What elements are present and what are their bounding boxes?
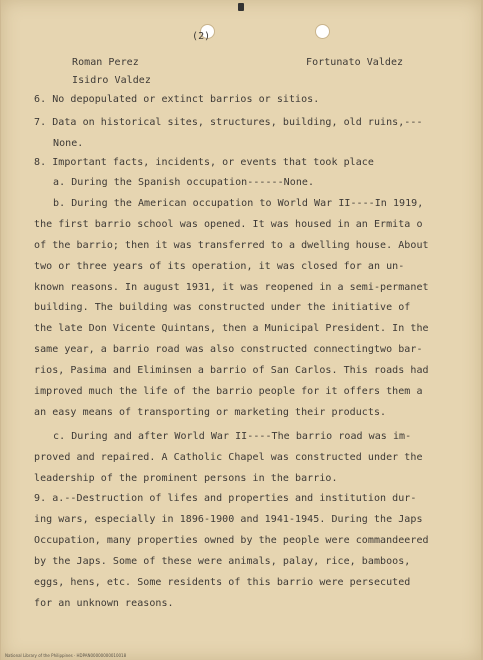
document-page — [1, 0, 481, 660]
item-8b-line-3: of the barrio; then it was transferred to a dwelling house. About — [34, 240, 429, 251]
scan-clip-marker — [238, 3, 244, 11]
item-8a: a. During the Spanish occupation------None. — [53, 177, 315, 188]
page-number: (2) — [192, 31, 211, 42]
name-roman-perez: Roman Perez — [72, 57, 139, 68]
item-8b-line-5: known reasons. In august 1931, it was reopened in a semi-permanet — [34, 282, 429, 293]
item-8c-line-1: c. During and after World War II----The barrio road was im- — [53, 431, 412, 442]
item-8b-line-2: the first barrio school was opened. It was housed in an Ermita o — [34, 219, 423, 230]
item-9a-line-4: by the Japs. Some of these were animals, palay, rice, bamboos, — [34, 556, 411, 567]
item-8b-line-6: building. The building was constructed under the initiative of — [34, 302, 411, 313]
item-8b-line-1: b. During the American occupation to World War II----In 1919, — [53, 198, 424, 209]
item-7: 7. Data on historical sites, structures, building, old ruins,--- — [34, 117, 423, 128]
name-isidro-valdez: Isidro Valdez — [72, 75, 151, 86]
item-9a-line-2: ing wars, especially in 1896-1900 and 1941-1945. During the Japs — [34, 514, 423, 525]
item-9a-line-6: for an unknown reasons. — [34, 598, 174, 609]
item-8b-line-4: two or three years of its operation, it was closed for an un- — [34, 261, 405, 272]
item-8b-line-9: rios, Pasima and Eliminsen a barrio of San Carlos. This roads had — [34, 365, 429, 376]
item-6: 6. No depopulated or extinct barrios or sitios. — [34, 94, 320, 105]
item-9a-line-3: Occupation, many properties owned by the people were commandeered — [34, 535, 429, 546]
item-9a-line-5: eggs, hens, etc. Some residents of this barrio were persecuted — [34, 577, 411, 588]
punch-hole-right — [315, 24, 330, 39]
item-8b-line-10: improved much the life of the barrio people for it offers them a — [34, 386, 423, 397]
item-7-answer: None. — [53, 138, 84, 149]
item-8b-line-7: the late Don Vicente Quintans, then a Municipal President. In the — [34, 323, 429, 334]
item-8b-line-8: same year, a barrio road was also constructed connectingtwo bar- — [34, 344, 423, 355]
item-8: 8. Important facts, incidents, or events that took place — [34, 157, 374, 168]
item-8b-line-11: an easy means of transporting or marketing their products. — [34, 407, 387, 418]
scan-footer-text: National Library of the Philippines · HDPAN00000000010018 — [5, 653, 127, 658]
name-fortunato-valdez: Fortunato Valdez — [306, 57, 404, 68]
item-9a-line-1: 9. a.--Destruction of lifes and properties and institution dur- — [34, 493, 417, 504]
item-8c-line-3: leadership of the prominent persons in the barrio. — [34, 473, 338, 484]
item-8c-line-2: proved and repaired. A Catholic Chapel was constructed under the — [34, 452, 423, 463]
